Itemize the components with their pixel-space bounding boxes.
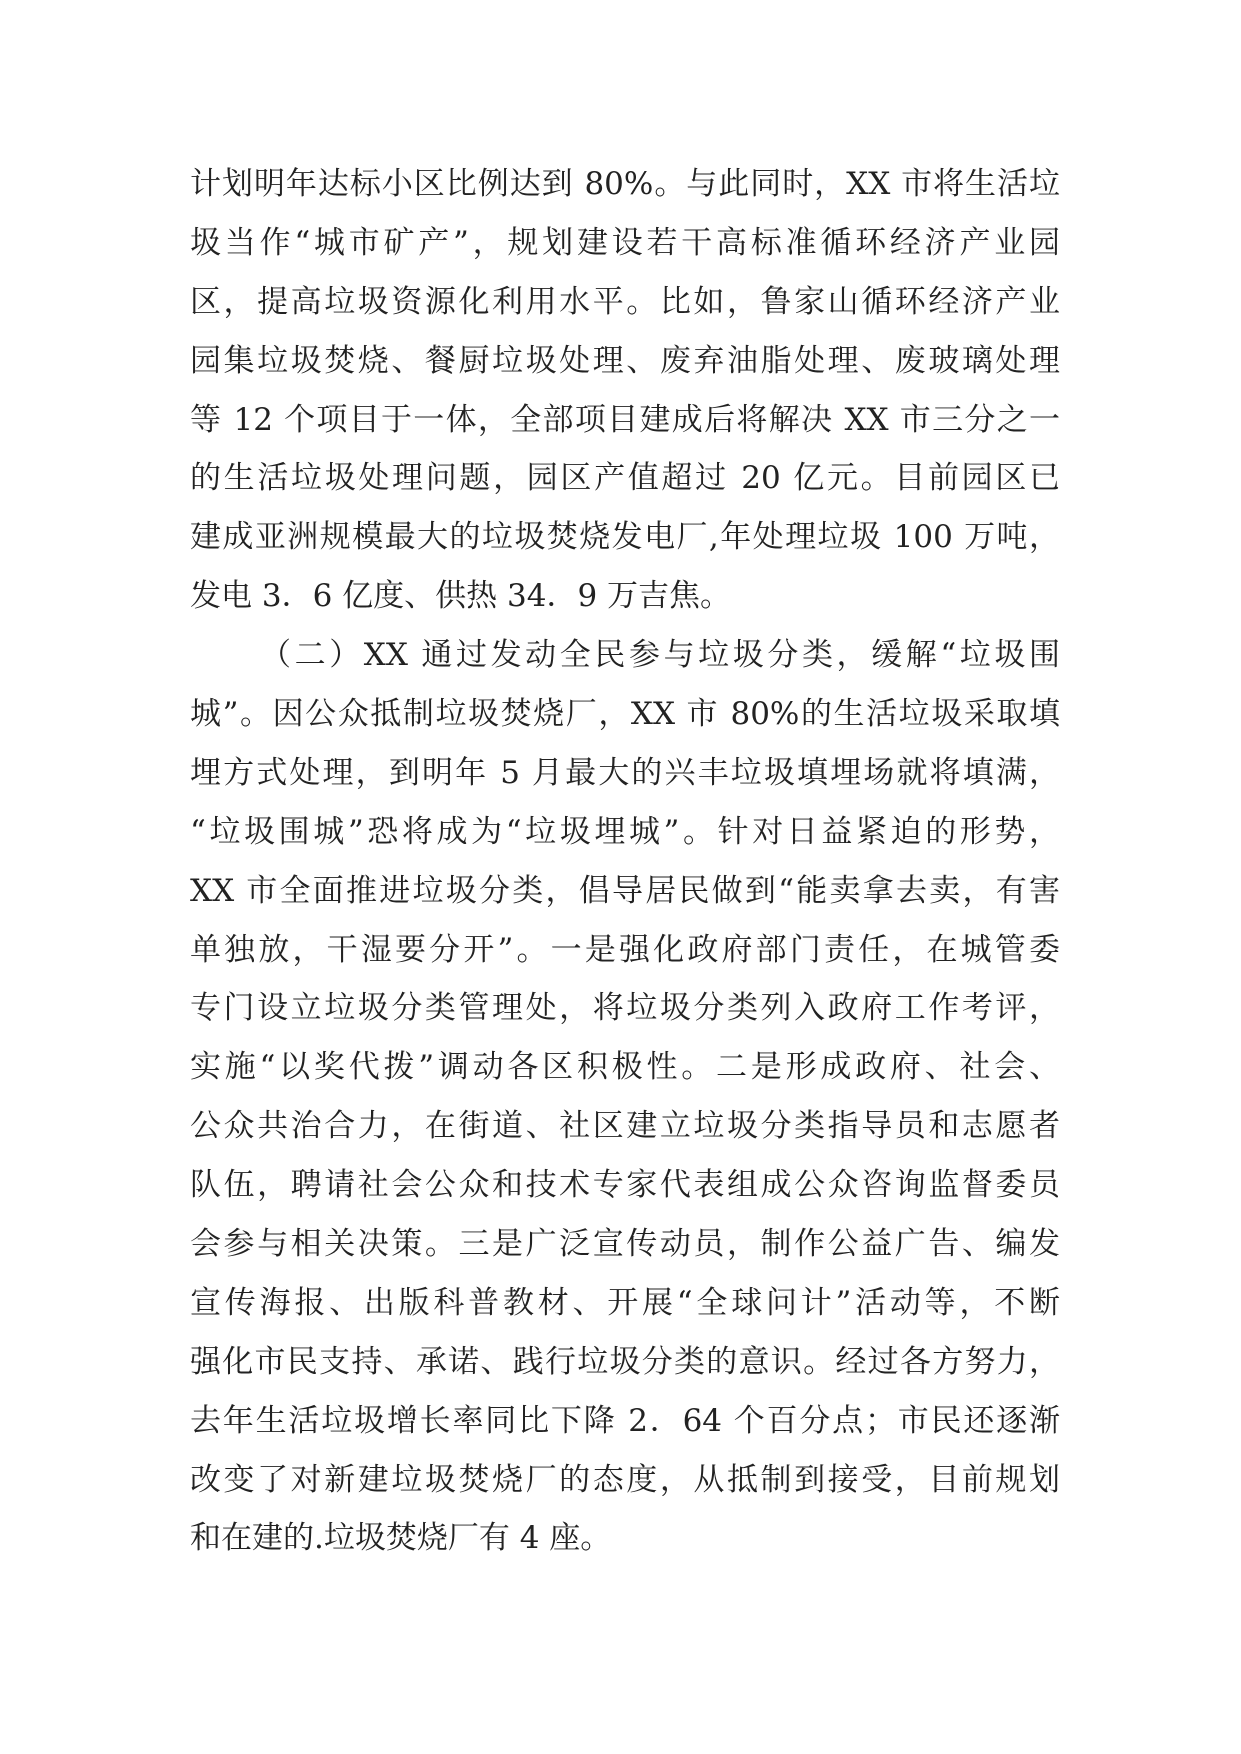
text-line: 的生活垃圾处理问题，园区产值超过 20 亿元。目前园区已 xyxy=(190,460,1060,497)
text-line: 去年生活垃圾增长率同比下降 2．64 个百分点；市民还逐渐 xyxy=(190,1402,1060,1439)
text-line: 埋方式处理，到明年 5 月最大的兴丰垃圾填埋场就将填满， xyxy=(190,754,1060,791)
body-text xyxy=(190,155,1060,1568)
text-line: 实施“以奖代拨”调动各区积极性。二是形成政府、社会、 xyxy=(190,1049,1060,1086)
text-line: （二）XX 通过发动全民参与垃圾分类，缓解“垃圾围 xyxy=(260,637,1060,674)
paragraph-2 xyxy=(190,626,1060,1568)
text-line: 专门设立垃圾分类管理处，将垃圾分类列入政府工作考评， xyxy=(190,990,1060,1027)
text-line: “垃圾围城”恐将成为“垃圾埋城”。针对日益紧迫的形势， xyxy=(190,813,1060,850)
text-line: 宣传海报、出版科普教材、开展“全球问计”活动等，不断 xyxy=(190,1284,1060,1321)
text-line: 计划明年达标小区比例达到 80%。与此同时，XX 市将生活垃 xyxy=(190,166,1060,202)
text-line: 建成亚洲规模最大的垃圾焚烧发电厂,年处理垃圾 100 万吨， xyxy=(190,519,1060,556)
text-line: 和在建的.垃圾焚烧厂有 4 座。 xyxy=(190,1520,612,1557)
text-line: 园集垃圾焚烧、餐厨垃圾处理、废弃油脂处理、废玻璃处理 xyxy=(190,342,1060,379)
text-line: 区，提高垃圾资源化利用水平。比如，鲁家山循环经济产业 xyxy=(190,283,1060,320)
paragraph-1 xyxy=(190,155,1060,626)
text-line: 改变了对新建垃圾焚烧厂的态度，从抵制到接受，目前规划 xyxy=(190,1461,1060,1498)
text-line: 会参与相关决策。三是广泛宣传动员，制作公益广告、编发 xyxy=(190,1226,1060,1263)
text-line: 公众共治合力，在街道、社区建立垃圾分类指导员和志愿者 xyxy=(190,1108,1060,1145)
text-line: 强化市民支持、承诺、践行垃圾分类的意识。经过各方努力， xyxy=(190,1343,1060,1380)
text-line: 城”。因公众抵制垃圾焚烧厂，XX 市 80%的生活垃圾采取填 xyxy=(190,696,1060,733)
text-line: 单独放，干湿要分开”。一是强化政府部门责任，在城管委 xyxy=(190,931,1060,968)
text-line: 等 12 个项目于一体，全部项目建成后将解决 XX 市三分之一 xyxy=(190,401,1060,438)
text-line: 发电 3．6 亿度、供热 34．9 万吉焦。 xyxy=(190,578,732,615)
text-line: XX 市全面推进垃圾分类，倡导居民做到“能卖拿去卖，有害 xyxy=(190,872,1060,909)
text-line: 圾当作“城市矿产”，规划建设若干高标准循环经济产业园 xyxy=(190,224,1060,261)
text-line: 队伍，聘请社会公众和技术专家代表组成公众咨询监督委员 xyxy=(190,1167,1060,1204)
